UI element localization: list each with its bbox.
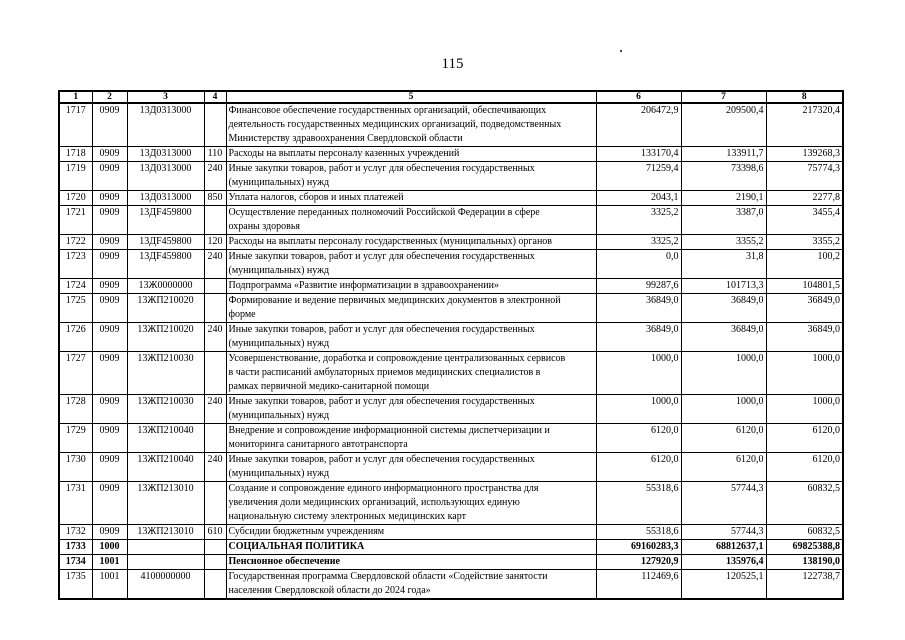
amount-year2-cell: 6120,0 (681, 453, 766, 482)
section-code-cell: 0909 (92, 103, 127, 147)
expense-type-cell: 240 (204, 395, 226, 424)
article-code-cell: 13ЖП213010 (127, 525, 204, 540)
description-line: Иные закупки товаров, работ и услуг для обеспечения государственных (228, 454, 535, 465)
row-number-cell: 1721 (59, 206, 92, 235)
description-line: Расходы на выплаты персоналу казенных учреждений (228, 148, 460, 159)
section-code-cell: 1000 (92, 540, 127, 555)
row-number-cell: 1725 (59, 294, 92, 323)
row-number-cell: 1723 (59, 250, 92, 279)
description-line: Уплата налогов, сборов и иных платежей (228, 192, 404, 203)
table-row (59, 294, 843, 323)
amount-year1-cell: 206472,9 (596, 103, 681, 147)
description-cell (226, 453, 596, 482)
description-cell (226, 206, 596, 235)
table-row (59, 540, 843, 555)
amount-year2-cell: 57744,3 (681, 525, 766, 540)
row-number-cell: 1730 (59, 453, 92, 482)
description-line: Иные закупки товаров, работ и услуг для обеспечения государственных (228, 396, 535, 407)
amount-year1-cell: 1000,0 (596, 352, 681, 395)
table-row (59, 323, 843, 352)
description-line: Иные закупки товаров, работ и услуг для обеспечения государственных (228, 251, 535, 262)
description-line: охраны здоровья (228, 221, 300, 232)
section-code-cell: 0909 (92, 191, 127, 206)
table-row (59, 103, 843, 147)
expense-type-cell: 610 (204, 525, 226, 540)
description-line: Финансовое обеспечение государственных организаций, обеспечивающих (228, 105, 547, 116)
description-cell (226, 250, 596, 279)
description-cell (226, 323, 596, 352)
description-cell (226, 555, 596, 570)
description-cell (226, 294, 596, 323)
description-cell (226, 235, 596, 250)
table-body (59, 103, 843, 599)
row-number-cell: 1719 (59, 162, 92, 191)
expense-type-cell: 240 (204, 162, 226, 191)
article-code-cell: 13ЖП210030 (127, 352, 204, 395)
expense-type-cell: 240 (204, 250, 226, 279)
description-cell (226, 162, 596, 191)
description-line: (муниципальных) нужд (228, 468, 330, 479)
row-number-cell: 1729 (59, 424, 92, 453)
section-code-cell: 0909 (92, 294, 127, 323)
description-line: населения Свердловской области до 2024 года» (228, 585, 431, 596)
article-code-cell: 13ЖП210040 (127, 424, 204, 453)
article-code-cell (127, 555, 204, 570)
expense-type-cell (204, 555, 226, 570)
row-number-cell: 1720 (59, 191, 92, 206)
row-number-cell: 1732 (59, 525, 92, 540)
row-number-cell: 1728 (59, 395, 92, 424)
article-code-cell: 13ДF459800 (127, 250, 204, 279)
expense-type-cell (204, 540, 226, 555)
section-code-cell: 1001 (92, 555, 127, 570)
amount-year3-cell: 138190,0 (766, 555, 843, 570)
amount-year1-cell: 36849,0 (596, 294, 681, 323)
description-cell (226, 395, 596, 424)
description-line: СОЦИАЛЬНАЯ ПОЛИТИКА (228, 541, 365, 552)
description-cell (226, 570, 596, 600)
amount-year1-cell: 99287,6 (596, 279, 681, 294)
description-line: Иные закупки товаров, работ и услуг для обеспечения государственных (228, 163, 535, 174)
section-code-cell: 0909 (92, 235, 127, 250)
table-row (59, 395, 843, 424)
amount-year2-cell: 36849,0 (681, 323, 766, 352)
amount-year3-cell: 60832,5 (766, 525, 843, 540)
article-code-cell: 13Д0313000 (127, 103, 204, 147)
description-line: мониторинга санитарного автотранспорта (228, 439, 408, 450)
expense-type-cell: 110 (204, 147, 226, 162)
amount-year2-cell: 36849,0 (681, 294, 766, 323)
expense-type-cell: 120 (204, 235, 226, 250)
article-code-cell: 13ЖП210020 (127, 323, 204, 352)
column-header: 1 (59, 91, 92, 103)
amount-year2-cell: 57744,3 (681, 482, 766, 525)
description-line: (муниципальных) нужд (228, 338, 330, 349)
section-code-cell: 0909 (92, 147, 127, 162)
description-line: Субсидии бюджетным учреждениям (228, 526, 385, 537)
section-code-cell: 0909 (92, 279, 127, 294)
amount-year3-cell: 1000,0 (766, 395, 843, 424)
table-row (59, 482, 843, 525)
table-row (59, 555, 843, 570)
row-number-cell: 1718 (59, 147, 92, 162)
amount-year1-cell: 3325,2 (596, 235, 681, 250)
row-number-cell: 1717 (59, 103, 92, 147)
amount-year2-cell: 209500,4 (681, 103, 766, 147)
amount-year1-cell: 6120,0 (596, 424, 681, 453)
expense-type-cell (204, 206, 226, 235)
amount-year1-cell: 127920,9 (596, 555, 681, 570)
description-line: Пенсионное обеспечение (228, 556, 340, 567)
description-line: Иные закупки товаров, работ и услуг для обеспечения государственных (228, 324, 535, 335)
description-cell (226, 540, 596, 555)
article-code-cell (127, 540, 204, 555)
column-header: 2 (92, 91, 127, 103)
article-code-cell: 13Д0313000 (127, 162, 204, 191)
section-code-cell: 0909 (92, 162, 127, 191)
amount-year3-cell: 36849,0 (766, 323, 843, 352)
expense-type-cell: 850 (204, 191, 226, 206)
row-number-cell: 1734 (59, 555, 92, 570)
amount-year1-cell: 55318,6 (596, 525, 681, 540)
expense-type-cell (204, 482, 226, 525)
section-code-cell: 1001 (92, 570, 127, 600)
amount-year2-cell: 73398,6 (681, 162, 766, 191)
budget-table (58, 90, 844, 600)
amount-year3-cell: 3455,4 (766, 206, 843, 235)
amount-year2-cell: 133911,7 (681, 147, 766, 162)
table-row (59, 570, 843, 600)
amount-year2-cell: 3355,2 (681, 235, 766, 250)
article-code-cell: 13ЖП210020 (127, 294, 204, 323)
description-line: Усовершенствование, доработка и сопровождение централизованных сервисов (228, 353, 566, 364)
description-cell (226, 482, 596, 525)
amount-year3-cell: 6120,0 (766, 424, 843, 453)
description-line: (муниципальных) нужд (228, 177, 330, 188)
row-number-cell: 1731 (59, 482, 92, 525)
description-cell (226, 147, 596, 162)
amount-year2-cell: 135976,4 (681, 555, 766, 570)
section-code-cell: 0909 (92, 323, 127, 352)
amount-year3-cell: 104801,5 (766, 279, 843, 294)
column-header: 8 (766, 91, 843, 103)
column-header: 6 (596, 91, 681, 103)
section-code-cell: 0909 (92, 206, 127, 235)
article-code-cell: 13Д0313000 (127, 147, 204, 162)
article-code-cell: 13ЖП210040 (127, 453, 204, 482)
description-line: форме (228, 309, 256, 320)
table-row (59, 250, 843, 279)
amount-year1-cell: 69160283,3 (596, 540, 681, 555)
expense-type-cell (204, 424, 226, 453)
amount-year3-cell: 75774,3 (766, 162, 843, 191)
amount-year1-cell: 0,0 (596, 250, 681, 279)
description-line: Внедрение и сопровождение информационной системы диспетчеризации и (228, 425, 550, 436)
section-code-cell: 0909 (92, 395, 127, 424)
row-number-cell: 1735 (59, 570, 92, 600)
amount-year2-cell: 2190,1 (681, 191, 766, 206)
amount-year2-cell: 120525,1 (681, 570, 766, 600)
table-row (59, 162, 843, 191)
amount-year3-cell: 139268,3 (766, 147, 843, 162)
table-row (59, 453, 843, 482)
description-line: Министерству здравоохранения Свердловской области (228, 133, 463, 144)
table-row (59, 147, 843, 162)
article-code-cell: 13ДF459800 (127, 206, 204, 235)
expense-type-cell (204, 279, 226, 294)
section-code-cell: 0909 (92, 352, 127, 395)
expense-type-cell: 240 (204, 453, 226, 482)
column-header: 5 (226, 91, 596, 103)
description-cell (226, 352, 596, 395)
description-line: национальную систему электронных медицинских карт (228, 511, 466, 522)
amount-year2-cell: 1000,0 (681, 395, 766, 424)
description-line: Расходы на выплаты персоналу государственных (муниципальных) органов (228, 236, 553, 247)
amount-year3-cell: 217320,4 (766, 103, 843, 147)
amount-year1-cell: 36849,0 (596, 323, 681, 352)
description-line: Государственная программа Свердловской области «Содействие занятости (228, 571, 548, 582)
expense-type-cell: 240 (204, 323, 226, 352)
section-code-cell: 0909 (92, 453, 127, 482)
description-line: Подпрограмма «Развитие информатизации в здравоохранении» (228, 280, 499, 291)
column-header: 3 (127, 91, 204, 103)
row-number-cell: 1722 (59, 235, 92, 250)
description-line: (муниципальных) нужд (228, 265, 330, 276)
amount-year1-cell: 55318,6 (596, 482, 681, 525)
expense-type-cell (204, 570, 226, 600)
section-code-cell: 0909 (92, 482, 127, 525)
amount-year1-cell: 112469,6 (596, 570, 681, 600)
amount-year1-cell: 6120,0 (596, 453, 681, 482)
table-row (59, 279, 843, 294)
table-row (59, 352, 843, 395)
row-number-cell: 1724 (59, 279, 92, 294)
scan-speck (620, 50, 622, 52)
table-row (59, 525, 843, 540)
section-code-cell: 0909 (92, 424, 127, 453)
article-code-cell: 13ЖП210030 (127, 395, 204, 424)
description-line: увеличения доли медицинских организаций, использующих единую (228, 497, 520, 508)
article-code-cell: 13Ж0000000 (127, 279, 204, 294)
amount-year1-cell: 2043,1 (596, 191, 681, 206)
amount-year1-cell: 1000,0 (596, 395, 681, 424)
page-number: 115 (441, 56, 464, 72)
article-code-cell: 13ДF459800 (127, 235, 204, 250)
amount-year3-cell: 1000,0 (766, 352, 843, 395)
amount-year3-cell: 122738,7 (766, 570, 843, 600)
expense-type-cell (204, 294, 226, 323)
description-cell (226, 191, 596, 206)
header-row (59, 91, 843, 103)
amount-year2-cell: 3387,0 (681, 206, 766, 235)
row-number-cell: 1726 (59, 323, 92, 352)
section-code-cell: 0909 (92, 525, 127, 540)
description-line: рамках первичной медико-санитарной помощи (228, 381, 430, 392)
amount-year3-cell: 69825388,8 (766, 540, 843, 555)
row-number-cell: 1727 (59, 352, 92, 395)
table-row (59, 206, 843, 235)
description-cell (226, 525, 596, 540)
column-header: 7 (681, 91, 766, 103)
amount-year1-cell: 3325,2 (596, 206, 681, 235)
description-line: Создание и сопровождение единого информационного пространства для (228, 483, 539, 494)
description-cell (226, 424, 596, 453)
amount-year2-cell: 101713,3 (681, 279, 766, 294)
amount-year1-cell: 133170,4 (596, 147, 681, 162)
column-header: 4 (204, 91, 226, 103)
amount-year2-cell: 68812637,1 (681, 540, 766, 555)
amount-year3-cell: 36849,0 (766, 294, 843, 323)
amount-year3-cell: 2277,8 (766, 191, 843, 206)
amount-year2-cell: 6120,0 (681, 424, 766, 453)
section-code-cell: 0909 (92, 250, 127, 279)
table-row (59, 424, 843, 453)
description-line: (муниципальных) нужд (228, 410, 330, 421)
description-line: в части расписаний амбулаторных приемов медицинских специалистов в (228, 367, 541, 378)
article-code-cell: 4100000000 (127, 570, 204, 600)
table-row (59, 235, 843, 250)
description-line: Формирование и ведение первичных медицинских документов в электронной (228, 295, 561, 306)
row-number-cell: 1733 (59, 540, 92, 555)
expense-type-cell (204, 352, 226, 395)
amount-year3-cell: 100,2 (766, 250, 843, 279)
amount-year2-cell: 31,8 (681, 250, 766, 279)
amount-year3-cell: 3355,2 (766, 235, 843, 250)
amount-year2-cell: 1000,0 (681, 352, 766, 395)
description-line: Осуществление переданных полномочий Российской Федерации в сфере (228, 207, 540, 218)
description-line: деятельность государственных медицинских организаций, подведомственных (228, 119, 562, 130)
amount-year3-cell: 60832,5 (766, 482, 843, 525)
article-code-cell: 13Д0313000 (127, 191, 204, 206)
article-code-cell: 13ЖП213010 (127, 482, 204, 525)
amount-year3-cell: 6120,0 (766, 453, 843, 482)
description-cell (226, 103, 596, 147)
amount-year1-cell: 71259,4 (596, 162, 681, 191)
expense-type-cell (204, 103, 226, 147)
table-row (59, 191, 843, 206)
description-cell (226, 279, 596, 294)
